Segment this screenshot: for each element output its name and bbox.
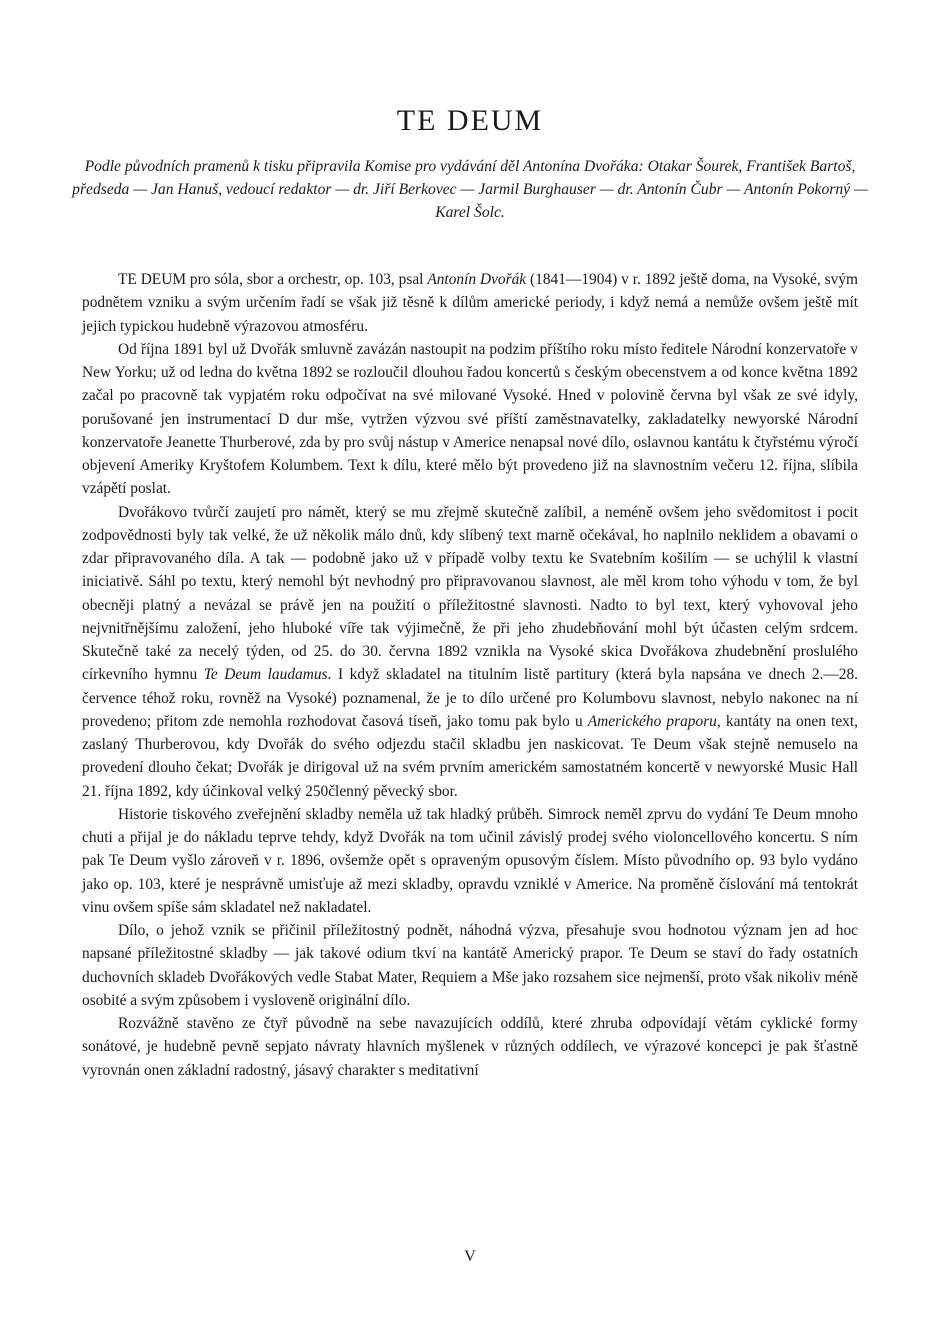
paragraph: Dílo, o jehož vznik se přičinil příležitostný podnět, náhodná výzva, přesahuje svou hodnotou význam jen ad hoc napsané příležitostné skladby — jak takové odium tkví na kantátě Americký prapor. Te Deum se staví do řady ostatních duchovních skladeb Dvořákových vedle Stabat Mater, Requiem a Mše jako rozsahem sice nejmenší, proto však nikoliv méně osobité a svým způsobem i vysloveně originální dílo. <box>82 922 858 1009</box>
page-title: TE DEUM <box>396 104 544 137</box>
body-text <box>82 268 858 1082</box>
italic-text: Te Deum laudamus <box>203 666 328 684</box>
italic-text: Antonín Dvořák <box>427 271 527 288</box>
paragraph: Od října 1891 byl už Dvořák smluvně zavázán nastoupit na podzim příštího roku místo ředitele Národní konzervatoře v New Yorku; už od ledna do května 1892 se rozloučil dlouhou řadou koncertů s českým obecenstvem a od konce května 1892 začal po pracovně tak vypjatém roku odpočívat na své milované Vysoké. Hned v polovině června byl však ze své idyly, porušované jen instrumentací D dur mše, vytržen výzvou své příští zaměstnavatelky, zakladatelky newyorské Národní konzervatoře Jeanette Thurberové, zda by pro svůj nástup v Americe nenapsal nové dílo, oslavnou kantátu k čtyřstému výročí objevení Ameriky Kryštofem Kolumbem. Text k dílu, které mělo být provedeno již na slavnostním večeru 12. října, slíbila vzápětí poslat. <box>82 340 858 498</box>
paragraph: Historie tiskového zveřejnění skladby neměla už tak hladký průběh. Simrock neměl zprvu do vydání Te Deum mnoho chuti a přijal je do nákladu teprve tehdy, když Dvořák na tom učinil závislý prodej svého violoncellového koncertu. S ním pak Te Deum vyšlo zároveň v r. 1896, ovšemže opět s opraveným opusovým číslem. Místo původního op. 93 bylo vydáno jako op. 103, které je nesprávně umisťuje až mezi skladby, opravdu vzniklé v Americe. Na proměně číslování má tentokrát vinu ovšem spíše sám skladatel než nakladatel. <box>82 805 858 916</box>
page-number: V <box>464 1248 476 1265</box>
editorial-board-note: Podle původních pramenů k tisku připravila Komise pro vydávání děl Antonína Dvořáka: Otakar Šourek, František Bartoš, předseda — Jan Hanuš, vedoucí redaktor — dr. Jiří Berkovec — Jarmil Burghauser — dr. Antonín Čubr — Antonín Pokorný — Karel Šolc. <box>72 158 868 221</box>
paragraph: TE DEUM pro sóla, sbor a orchestr, op. 103, psal Antonín Dvořák (1841—1904) v r. 1892 ještě doma, na Vysoké, svým podnětem vzniku a svým určením řadí se však již těsně k dílům americké periody, i když nemá a nemůže ovšem ještě mít jejich typickou hudebně výrazovou atmosféru. <box>82 271 858 335</box>
italic-text: Amerického praporu <box>587 712 717 730</box>
paragraph: Rozvážně stavěno ze čtyř původně na sebe navazujících oddílů, které zhruba odpovídají větám cyklické formy sonátové, je hudebně pevně sepjato návraty hlavních myšlenek v různých oddílech, ve výrazové koncepci je pak šťastně vyrovnán onen základní radostný, jásavý charakter s meditativní <box>82 1015 858 1079</box>
paragraph: Dvořákovo tvůrčí zaujetí pro námět, který se mu zřejmě skutečně zalíbil, a neméně ovšem jeho svědomitost i pocit zodpovědnosti byly tak velké, že už několik málo dnů, kdy slíbený text marně očekával, ho naplnilo neklidem a obavami o zdar připravovaného díla. A tak — podobně jako už v případě volby textu ke Svatebním košilím — se uchýlil k vlastní iniciativě. Sáhl po textu, který nemohl být nevhodný pro připravovanou slavnost, ale měl krom toho výhodu v tom, že byl obecněji platný a nevázal se právě jen na použití o příležitostné slavnosti. Nadto to byl text, který vyhovoval jeho nejvnitřnějšímu založení, jeho hluboké víře tak výjimečně, že při jeho zhudebňování mohl být účasten celým srdcem. Skutečně také za necelý týden, od 25. do 30. června 1892 vznikla na Vysoké skica Dvořákova zhudebnění proslulého církevního hymnu Te Deum laudamus. I když skladatel na titulním listě partitury (která byla napsána ve dnech 2.—28. července téhož roku, rovněž na Vysoké) poznamenal, že je to dílo určené pro Kolumbovu slavnost, nebylo nakonec na ní provedeno; přitom zde nemohla rozhodovat časová tíseň, jako tomu pak bylo u Amerického praporu, kantáty na onen text, zaslaný Thurberovou, kdy Dvořák do svého odjezdu stačil skladbu jen naskicovat. Te Deum však stejně nemuselo na provedení dlouho čekat; Dvořák je dirigoval už na svém prvním americkém samostatném koncertě v newyorské Music Hall 21. října 1892, kdy účinkoval velký 250členný pěvecký sbor. <box>82 503 859 800</box>
